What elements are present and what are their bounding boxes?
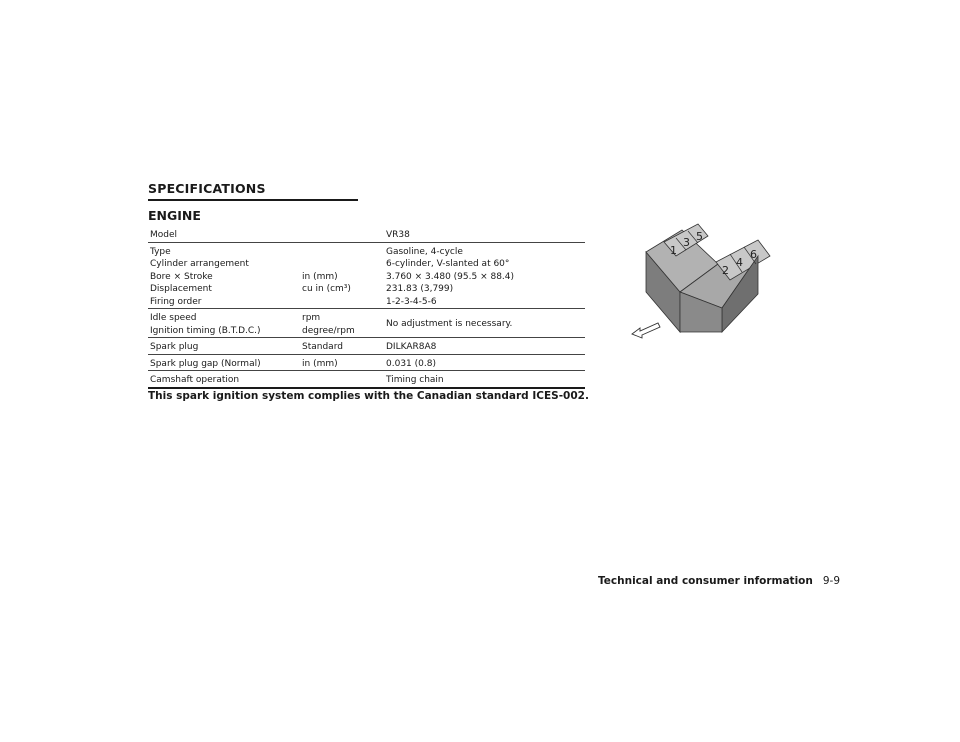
spec-unit: rpm [302, 313, 321, 323]
engine-cylinder-diagram [630, 222, 780, 342]
spec-value: 1-2-3-4-5-6 [386, 296, 437, 307]
spec-units [300, 309, 382, 338]
spec-value: 6-cylinder, V-slanted at 60° [386, 259, 510, 269]
spec-item: Type [150, 246, 171, 257]
spec-items [148, 242, 300, 309]
spec-unit [300, 371, 382, 388]
spec-item: Ignition timing (B.T.D.C.) [150, 325, 261, 336]
table-row-group-ignition [148, 309, 585, 338]
compliance-note: This spark ignition system complies with the Canadian standard ICES-002. [148, 390, 589, 402]
cylinder-number: 5 [696, 230, 703, 243]
engine-spec-table [148, 229, 585, 389]
cylinder-number: 6 [750, 248, 757, 261]
spec-item: Cylinder arrangement [150, 259, 249, 269]
spec-item: Model [148, 229, 300, 242]
spec-value: Timing chain [386, 375, 444, 385]
front-arrow-icon [632, 323, 660, 338]
spec-item: Spark plug gap (Normal) [148, 354, 300, 371]
cylinder-number: 1 [670, 244, 677, 257]
spec-values [382, 242, 585, 309]
spec-items [148, 309, 300, 338]
spec-value: 231.83 (3,799) [386, 284, 454, 294]
table-row-model [148, 229, 585, 242]
spec-value: 3.760 × 3.480 (95.5 × 88.4) [386, 271, 515, 282]
table-row-camshaft [148, 371, 585, 388]
page-number: 9-9 [822, 575, 841, 587]
spec-unit: in (mm) [302, 271, 338, 282]
spec-item: Camshaft operation [150, 375, 240, 385]
spec-unit: in (mm) [300, 354, 382, 371]
footer-title: Technical and consumer information [598, 575, 813, 587]
spec-item: Spark plug [148, 338, 300, 355]
spec-unit: degree/rpm [302, 325, 355, 336]
spec-unit: Standard [300, 338, 382, 355]
subsection-title: ENGINE [148, 208, 201, 223]
spec-item: Idle speed [150, 313, 197, 323]
spec-item: Firing order [150, 296, 202, 307]
spec-value: DILKAR8A8 [382, 338, 585, 355]
spec-unit [302, 246, 382, 259]
spec-item: Bore × Stroke [150, 271, 213, 282]
cylinder-number: 2 [722, 264, 729, 277]
spec-unit [300, 229, 382, 242]
page-footer [598, 575, 840, 587]
spec-unit: cu in (cm³) [302, 284, 351, 294]
spec-value: 0.031 (0.8) [382, 354, 585, 371]
spec-unit [302, 296, 382, 309]
spec-value: VR38 [382, 229, 585, 242]
cylinder-number: 4 [736, 256, 743, 269]
spec-unit [302, 258, 382, 271]
spec-value: No adjustment is necessary. [382, 309, 585, 338]
table-row-group-engine [148, 242, 585, 309]
table-row-spark-plug-gap [148, 354, 585, 371]
spec-value: Gasoline, 4-cycle [386, 246, 463, 257]
spec-units [300, 242, 382, 309]
spec-item: Displacement [150, 284, 212, 294]
table-row-spark-plug [148, 338, 585, 355]
cylinder-number: 3 [683, 236, 690, 249]
section-title: SPECIFICATIONS [148, 181, 358, 201]
